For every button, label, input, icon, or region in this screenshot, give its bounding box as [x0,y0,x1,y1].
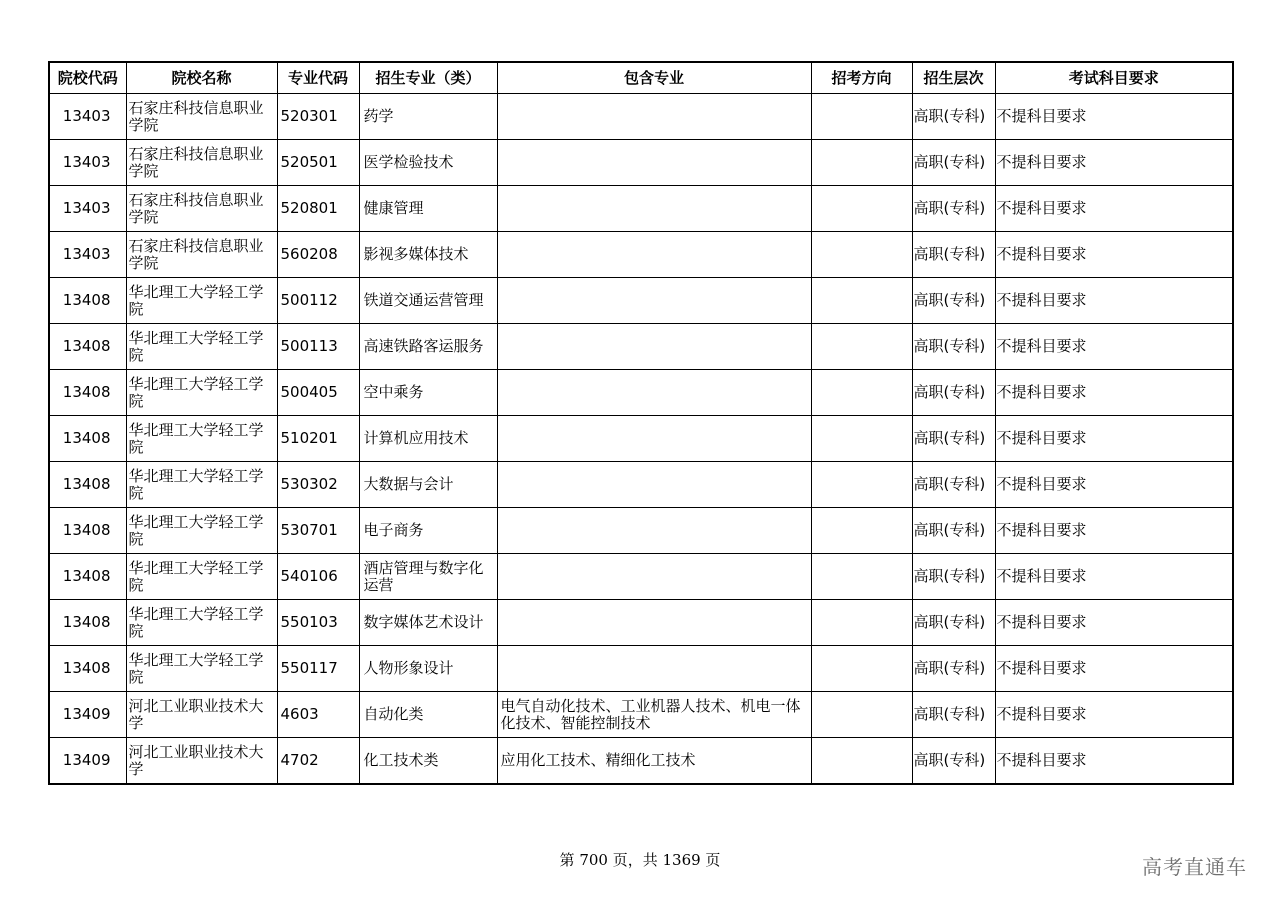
table-row [49,508,1233,554]
cell-school-code: 13408 [49,554,126,600]
cell-direction [811,738,912,785]
cell-school-code: 13403 [49,232,126,278]
cell-included-majors [497,600,811,646]
cell-major: 药学 [359,94,497,140]
table-row [49,646,1233,692]
cell-major: 大数据与会计 [359,462,497,508]
cell-level: 高职(专科) [912,692,995,738]
cell-school-name: 河北工业职业技术大学 [126,692,277,738]
cell-direction [811,508,912,554]
cell-major: 影视多媒体技术 [359,232,497,278]
cell-school-code: 13403 [49,94,126,140]
cell-level: 高职(专科) [912,738,995,785]
cell-major-code: 520501 [277,140,359,186]
cell-included-majors [497,508,811,554]
cell-school-code: 13409 [49,738,126,785]
cell-school-name: 石家庄科技信息职业学院 [126,186,277,232]
table-row [49,278,1233,324]
cell-level: 高职(专科) [912,554,995,600]
cell-included-majors: 电气自动化技术、工业机器人技术、机电一体化技术、智能控制技术 [497,692,811,738]
cell-direction [811,600,912,646]
cell-requirement: 不提科目要求 [995,94,1233,140]
cell-major: 医学检验技术 [359,140,497,186]
cell-requirement: 不提科目要求 [995,462,1233,508]
table-row [49,324,1233,370]
cell-included-majors [497,232,811,278]
cell-school-name: 华北理工大学轻工学院 [126,416,277,462]
cell-major-code: 520801 [277,186,359,232]
table-row [49,94,1233,140]
cell-direction [811,94,912,140]
cell-major-code: 550103 [277,600,359,646]
cell-school-code: 13408 [49,278,126,324]
enrollment-table-container [48,61,1234,785]
cell-included-majors [497,646,811,692]
cell-direction [811,416,912,462]
table-row [49,416,1233,462]
cell-requirement: 不提科目要求 [995,140,1233,186]
cell-major-code: 520301 [277,94,359,140]
cell-school-code: 13408 [49,416,126,462]
cell-requirement: 不提科目要求 [995,554,1233,600]
cell-school-name: 石家庄科技信息职业学院 [126,140,277,186]
cell-level: 高职(专科) [912,140,995,186]
header-level: 招生层次 [912,62,995,94]
cell-requirement: 不提科目要求 [995,646,1233,692]
cell-school-name: 石家庄科技信息职业学院 [126,94,277,140]
cell-included-majors [497,278,811,324]
cell-school-name: 河北工业职业技术大学 [126,738,277,785]
enrollment-table [48,61,1234,785]
cell-school-code: 13408 [49,600,126,646]
cell-level: 高职(专科) [912,186,995,232]
table-row [49,692,1233,738]
cell-school-name: 华北理工大学轻工学院 [126,508,277,554]
header-requirement: 考试科目要求 [995,62,1233,94]
cell-requirement: 不提科目要求 [995,600,1233,646]
cell-level: 高职(专科) [912,646,995,692]
cell-level: 高职(专科) [912,462,995,508]
cell-major-code: 510201 [277,416,359,462]
header-school-code: 院校代码 [49,62,126,94]
cell-school-code: 13403 [49,140,126,186]
header-major-code: 专业代码 [277,62,359,94]
cell-major: 空中乘务 [359,370,497,416]
cell-school-name: 华北理工大学轻工学院 [126,600,277,646]
cell-school-name: 华北理工大学轻工学院 [126,462,277,508]
cell-major-code: 550117 [277,646,359,692]
watermark-text: 高考直通车 [1142,855,1247,879]
cell-major-code: 500113 [277,324,359,370]
table-row [49,232,1233,278]
cell-school-code: 13403 [49,186,126,232]
cell-major: 健康管理 [359,186,497,232]
cell-requirement: 不提科目要求 [995,416,1233,462]
table-row [49,140,1233,186]
cell-requirement: 不提科目要求 [995,232,1233,278]
cell-level: 高职(专科) [912,370,995,416]
cell-requirement: 不提科目要求 [995,508,1233,554]
cell-direction [811,140,912,186]
cell-major-code: 530302 [277,462,359,508]
cell-major-code: 540106 [277,554,359,600]
cell-school-code: 13409 [49,692,126,738]
cell-school-name: 华北理工大学轻工学院 [126,278,277,324]
cell-level: 高职(专科) [912,508,995,554]
cell-level: 高职(专科) [912,416,995,462]
cell-direction [811,324,912,370]
cell-level: 高职(专科) [912,324,995,370]
cell-included-majors [497,370,811,416]
table-row [49,554,1233,600]
cell-school-name: 华北理工大学轻工学院 [126,324,277,370]
cell-school-code: 13408 [49,646,126,692]
cell-requirement: 不提科目要求 [995,692,1233,738]
cell-included-majors [497,324,811,370]
cell-major-code: 500405 [277,370,359,416]
header-school-name: 院校名称 [126,62,277,94]
cell-school-name: 华北理工大学轻工学院 [126,646,277,692]
cell-major-code: 500112 [277,278,359,324]
table-row [49,738,1233,785]
table-body [49,94,1233,785]
cell-major: 酒店管理与数字化运营 [359,554,497,600]
cell-level: 高职(专科) [912,600,995,646]
cell-requirement: 不提科目要求 [995,370,1233,416]
cell-included-majors [497,186,811,232]
cell-major: 数字媒体艺术设计 [359,600,497,646]
cell-major-code: 4702 [277,738,359,785]
cell-level: 高职(专科) [912,94,995,140]
cell-major: 计算机应用技术 [359,416,497,462]
header-direction: 招考方向 [811,62,912,94]
cell-included-majors [497,140,811,186]
cell-major: 铁道交通运营管理 [359,278,497,324]
cell-school-name: 石家庄科技信息职业学院 [126,232,277,278]
cell-direction [811,646,912,692]
cell-major: 电子商务 [359,508,497,554]
cell-school-name: 华北理工大学轻工学院 [126,370,277,416]
cell-requirement: 不提科目要求 [995,278,1233,324]
cell-major-code: 560208 [277,232,359,278]
cell-direction [811,232,912,278]
cell-level: 高职(专科) [912,278,995,324]
cell-requirement: 不提科目要求 [995,324,1233,370]
cell-school-code: 13408 [49,324,126,370]
cell-school-name: 华北理工大学轻工学院 [126,554,277,600]
cell-direction [811,186,912,232]
table-header-row [49,62,1233,94]
cell-major: 自动化类 [359,692,497,738]
cell-included-majors [497,462,811,508]
header-included-majors: 包含专业 [497,62,811,94]
table-row [49,600,1233,646]
cell-included-majors: 应用化工技术、精细化工技术 [497,738,811,785]
cell-major-code: 530701 [277,508,359,554]
cell-direction [811,370,912,416]
cell-direction [811,554,912,600]
cell-included-majors [497,94,811,140]
cell-direction [811,692,912,738]
cell-level: 高职(专科) [912,232,995,278]
table-row [49,370,1233,416]
table-row [49,186,1233,232]
header-major: 招生专业（类） [359,62,497,94]
cell-school-code: 13408 [49,508,126,554]
cell-school-code: 13408 [49,462,126,508]
cell-major: 高速铁路客运服务 [359,324,497,370]
cell-included-majors [497,554,811,600]
cell-requirement: 不提科目要求 [995,186,1233,232]
table-row [49,462,1233,508]
cell-direction [811,462,912,508]
cell-major-code: 4603 [277,692,359,738]
cell-direction [811,278,912,324]
cell-major: 人物形象设计 [359,646,497,692]
cell-school-code: 13408 [49,370,126,416]
cell-major: 化工技术类 [359,738,497,785]
page-number: 第 700 页，共 1369 页 [559,851,721,869]
cell-included-majors [497,416,811,462]
cell-requirement: 不提科目要求 [995,738,1233,785]
